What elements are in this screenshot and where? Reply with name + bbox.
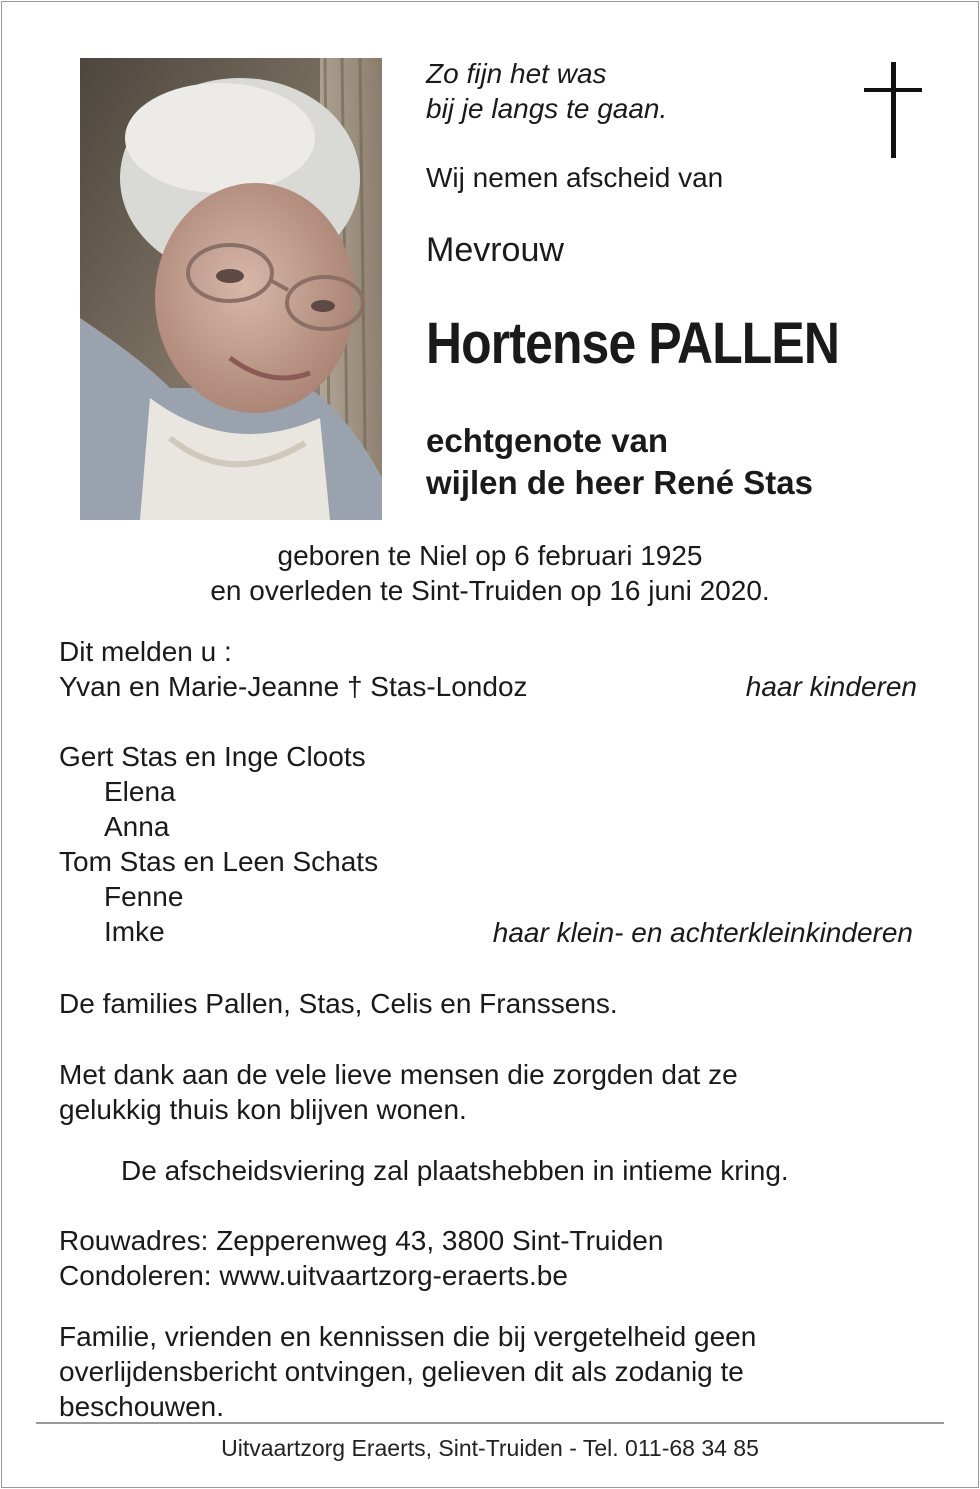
portrait-photo [80, 58, 382, 520]
birth-death-info [0, 538, 980, 608]
address-block [59, 1223, 663, 1293]
children-role: haar kinderen [745, 671, 917, 702]
notice-line-1: Familie, vrienden en kennissen die bij vergetelheid geen [59, 1321, 757, 1352]
list-item: Tom Stas en Leen Schats [59, 846, 379, 877]
notice-text [59, 1319, 756, 1424]
spouse-line-1: echtgenote van [426, 422, 669, 459]
poem-line-2: bij je langs te gaan. [426, 93, 668, 124]
thanks-line-2: gelukkig thuis kon blijven wonen. [59, 1094, 467, 1125]
announce-heading: Dit melden u : [59, 636, 232, 667]
list-item: Gert Stas en Inge Cloots [59, 741, 366, 772]
list-item: Elena [104, 776, 176, 807]
cross-icon [864, 62, 922, 158]
notice-line-3: beschouwen. [59, 1391, 225, 1422]
list-item: Fenne [104, 881, 184, 912]
list-item: Anna [104, 811, 170, 842]
ceremony-text: De afscheidsviering zal plaatshebben in intieme kring. [121, 1155, 789, 1186]
title-text: Mevrouw [426, 231, 564, 269]
grandchildren-list [59, 739, 378, 949]
poem [426, 56, 667, 126]
list-item: Imke [104, 916, 165, 947]
footer-text: Uitvaartzorg Eraerts, Sint-Truiden - Tel. 011-68 34 85 [221, 1435, 759, 1461]
birth-line: geboren te Niel op 6 februari 1925 [277, 540, 703, 571]
families-text: De families Pallen, Stas, Celis en Franssens. [59, 988, 618, 1019]
mourning-address: Rouwadres: Zepperenweg 43, 3800 Sint-Truiden [59, 1225, 664, 1256]
thanks-text [59, 1057, 738, 1127]
deceased-name: Hortense PALLEN [426, 311, 839, 376]
poem-line-1: Zo fijn het was [426, 58, 607, 89]
spouse-info [426, 420, 813, 504]
spouse-line-2: wijlen de heer René Stas [426, 464, 813, 501]
intro-text: Wij nemen afscheid van [426, 162, 724, 193]
notice-line-2: overlijdensbericht ontvingen, gelieven dit als zodanig te [59, 1356, 744, 1387]
footer-divider [36, 1422, 944, 1424]
children-names: Yvan en Marie-Jeanne † Stas-Londoz [59, 671, 528, 702]
condolence-website: Condoleren: www.uitvaartzorg-eraerts.be [59, 1260, 568, 1291]
death-line: en overleden te Sint-Truiden op 16 juni 2020. [210, 575, 770, 606]
thanks-line-1: Met dank aan de vele lieve mensen die zorgden dat ze [59, 1059, 738, 1090]
grandchildren-role: haar klein- en achterkleinkinderen [492, 917, 913, 948]
